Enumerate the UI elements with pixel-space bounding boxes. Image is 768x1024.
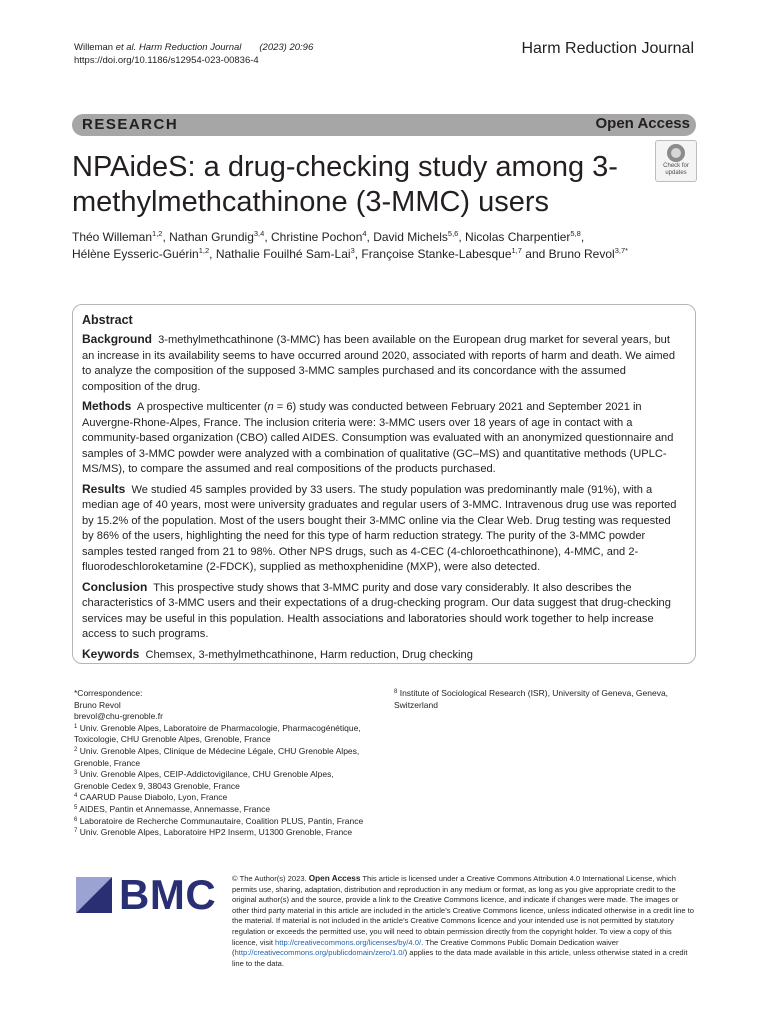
affiliation-number: 7 — [74, 828, 78, 835]
author-separator: , — [458, 230, 466, 244]
bmc-logo — [76, 873, 216, 917]
abstract-background — [82, 332, 685, 395]
license-link-cc-zero[interactable]: http://creativecommons.org/publicdomain/zero/1.0/ — [234, 948, 405, 958]
article-type-label: RESEARCH — [82, 116, 179, 133]
author-separator: , — [354, 247, 362, 261]
author-name: Françoise Stanke-Labesque — [361, 247, 512, 261]
affiliation-text: Univ. Grenoble Alpes, Laboratoire HP2 Inserm, U1300 Grenoble, France — [77, 827, 353, 838]
correspondence-label: *Correspondence: — [74, 688, 143, 698]
correspondence-name: Bruno Revol — [74, 699, 121, 710]
background-text: 3-methylmethcathinone (3-MMC) has been available on the European drug market for several years, but an increase in its availability seems to have occurred around 2020, associated with reports of harm and death. We aimed to analyze the composition of the supposed 3-MMC samples purchased and its concordance with the assumed composition of the drug. — [82, 334, 676, 393]
author-list — [72, 229, 696, 263]
check-updates-icon — [667, 144, 685, 162]
affiliation-number: 5 — [74, 804, 78, 811]
citation-authors: Willeman — [74, 42, 116, 53]
author-separator: , — [366, 230, 374, 244]
author-name: Nathalie Fouilhé Sam-Lai — [215, 247, 351, 261]
methods-label: Methods — [82, 399, 132, 413]
article-type-banner — [72, 114, 696, 136]
running-header-citation — [74, 41, 313, 67]
results-label: Results — [82, 481, 126, 496]
affiliation-item — [74, 769, 364, 792]
affiliation-text: Univ. Grenoble Alpes, CEIP-Addictovigilance, CHU Grenoble Alpes, Grenoble Cedex 9, 38043 Grenoble, France — [74, 769, 334, 791]
author-affiliation: 5,8 — [570, 229, 581, 238]
correspondence-footnotes — [74, 688, 364, 839]
citation-year: (2023) 20:96 — [259, 42, 314, 53]
affiliation-item — [74, 746, 364, 769]
author-name: Bruno Revol — [548, 247, 615, 261]
affiliation-text: Univ. Grenoble Alpes, Clinique de Médecine Légale, CHU Grenoble Alpes, Grenoble, France — [74, 745, 360, 768]
abstract-methods — [82, 399, 685, 478]
abstract-keywords — [82, 647, 685, 664]
bmc-logo-text: BMC — [119, 871, 217, 918]
affiliation-item — [74, 804, 364, 816]
license-body-c: ) applies to the data made available in this article, unless otherwise stated in a credit line to the data. — [232, 948, 688, 968]
affiliation-number: 4 — [74, 793, 78, 800]
license-open-access: Open Access — [308, 874, 361, 883]
check-updates-line1: Check for — [663, 163, 689, 169]
affiliation-number: 1 — [74, 723, 78, 730]
author-line-2 — [72, 246, 696, 263]
citation-journal: et al. Harm Reduction Journal — [115, 42, 242, 53]
affiliation-item — [394, 688, 694, 711]
results-text: We studied 45 samples provided by 33 users. The study population was predominantly male (91%), with a median age of 40 years, most were university graduates and regular users of 3-MMC. Intravenous drug use was reported by 15.2% of the population. Most of the users bought their 3-MMC online via the Clear Web. Drug testing was requested by 86% of the users, highlighting the need for this type of harm reduction strategy. The purity of the 3-MMC powder samples tested ranged from 21 to 98%. Other NPS drugs, such as 4-CEC (4-chloroethcathinone), 4-MMC, and 2-fluorodeschloroketamine (2-FDCK), supplied as methoxphenidine (MXP), were also detected. — [82, 483, 677, 573]
affiliation-item — [74, 816, 364, 828]
methods-text-b: = 6) study was conducted between February 2021 and September 2021 in Auvergne-Rhone-Alpes, France. The inclusion criteria were: 3-MMC users over 18 years of age in contact with a community-based organization (CBO) called AIDES. Consumption was evaluated with an anonymized questionnaire and samples of 3-MMC powder were analyzed with a combination of qualitative (GC–MS) and quantitative methods (UPLC-MS/MS), to compare the assumed and real compositions of the products purchased. — [82, 401, 674, 475]
affiliation-text: Univ. Grenoble Alpes, Laboratoire de Pharmacologie, Pharmacogénétique, Toxicologie, CHU Grenoble Alpes, Grenoble, France — [74, 722, 361, 745]
keywords-label: Keywords — [82, 646, 140, 661]
author-line-1 — [72, 229, 696, 246]
author-affiliation: 3,4 — [253, 229, 265, 238]
license-body-a: This article is licensed under a Creative Commons Attribution 4.0 International License, which permits use, sharing, adaptation, distribution and reproduction in any medium or format, as long as you give appropriate credit to the original author(s) and the source, provide a link to the Creative Commons licence, and indicate if changes were made. The images or other third party material in this article are included in the article’s Creative Commons licence, unless indicated otherwise in a credit line to the material. If material is not included in the article’s Creative Commons licence and your intended use is not permitted by statutory regulation or exceeds the permitted use, you will need to obtain permission directly from the copyright holder. To view a copy of this licence, visit — [232, 874, 695, 947]
license-text — [232, 874, 696, 969]
abstract-results — [82, 482, 685, 576]
author-separator: , — [580, 230, 585, 244]
conclusion-text: This prospective study shows that 3-MMC purity and dose vary considerably. It also describes the characteristics of 3-MMC users and their expectations of a drug-checking program. Our data suggest that drug-checking services may be useful in this population. Health associations and laboratories should work together to help increase access to such programs. — [82, 581, 671, 640]
open-access-label: Open Access — [595, 115, 690, 132]
affiliation-item — [74, 723, 364, 746]
affiliation-item — [74, 792, 364, 804]
affiliation-text: AIDES, Pantin et Annemasse, Annemasse, France — [77, 803, 271, 814]
author-affiliation: 1,7 — [511, 246, 522, 255]
author-affiliation: 3 — [350, 246, 355, 255]
correspondence-email[interactable]: brevol@chu-grenoble.fr — [74, 711, 163, 722]
affiliation-text: Laboratoire de Recherche Communautaire, Coalition PLUS, Pantin, France — [77, 815, 364, 826]
affiliation-text: CAARUD Pause Diabolo, Lyon, France — [77, 792, 228, 803]
conclusion-label: Conclusion — [82, 579, 148, 594]
doi-link[interactable]: https://doi.org/10.1186/s12954-023-00836-4 — [74, 55, 259, 66]
author-affiliation: 5,6 — [447, 229, 459, 238]
author-name: Nicolas Charpentier — [465, 230, 571, 244]
author-affiliation: 1,2 — [152, 229, 163, 238]
affiliation-number: 3 — [74, 770, 78, 777]
author-name: Théo Willeman — [72, 230, 153, 244]
author-name: David Michels — [373, 230, 448, 244]
license-body-b: . The Creative Commons Public Domain Dedication waiver ( — [232, 937, 619, 958]
author-affiliation: 3,7* — [614, 246, 629, 255]
background-label: Background — [82, 332, 153, 346]
affiliation-text: Institute of Sociological Research (ISR), University of Geneva, Geneva, Switzerland — [394, 688, 669, 710]
author-affiliation: 4 — [362, 229, 367, 238]
copyright: © The Author(s) 2023. — [232, 874, 309, 883]
methods-text-a: A prospective multicenter ( — [136, 401, 268, 413]
author-affiliation: 1,2 — [198, 246, 210, 255]
keywords-text: Chemsex, 3-methylmethcathinone, Harm reduction, Drug checking — [145, 648, 473, 661]
author-name: Christine Pochon — [270, 230, 363, 244]
journal-name: Harm Reduction Journal — [521, 40, 694, 57]
article-title: NPAideS: a drug-checking study among 3-methylmethcathinone (3-MMC) users — [72, 151, 618, 218]
abstract-heading: Abstract — [82, 313, 133, 327]
bmc-mark-icon — [76, 877, 112, 913]
affiliation-item — [74, 827, 364, 839]
author-separator: , — [162, 230, 170, 244]
abstract-conclusion — [82, 580, 685, 643]
check-updates-line2: updates — [665, 169, 687, 176]
license-link-cc-by[interactable]: http://creativecommons.org/licenses/by/4.0/ — [275, 937, 422, 947]
affiliation-number: 8 — [394, 689, 398, 695]
check-for-updates-button[interactable] — [655, 140, 697, 182]
affiliation-number: 6 — [74, 816, 78, 823]
methods-n: n — [267, 401, 274, 413]
affiliation-number: 2 — [74, 746, 78, 753]
author-separator: and — [521, 247, 549, 261]
abstract-box — [72, 304, 696, 664]
author-separator: , — [264, 230, 271, 244]
author-name: Nathan Grundig — [169, 230, 254, 244]
author-separator: , — [209, 247, 216, 261]
author-name: Hélène Eysseric-Guérin — [72, 247, 199, 261]
